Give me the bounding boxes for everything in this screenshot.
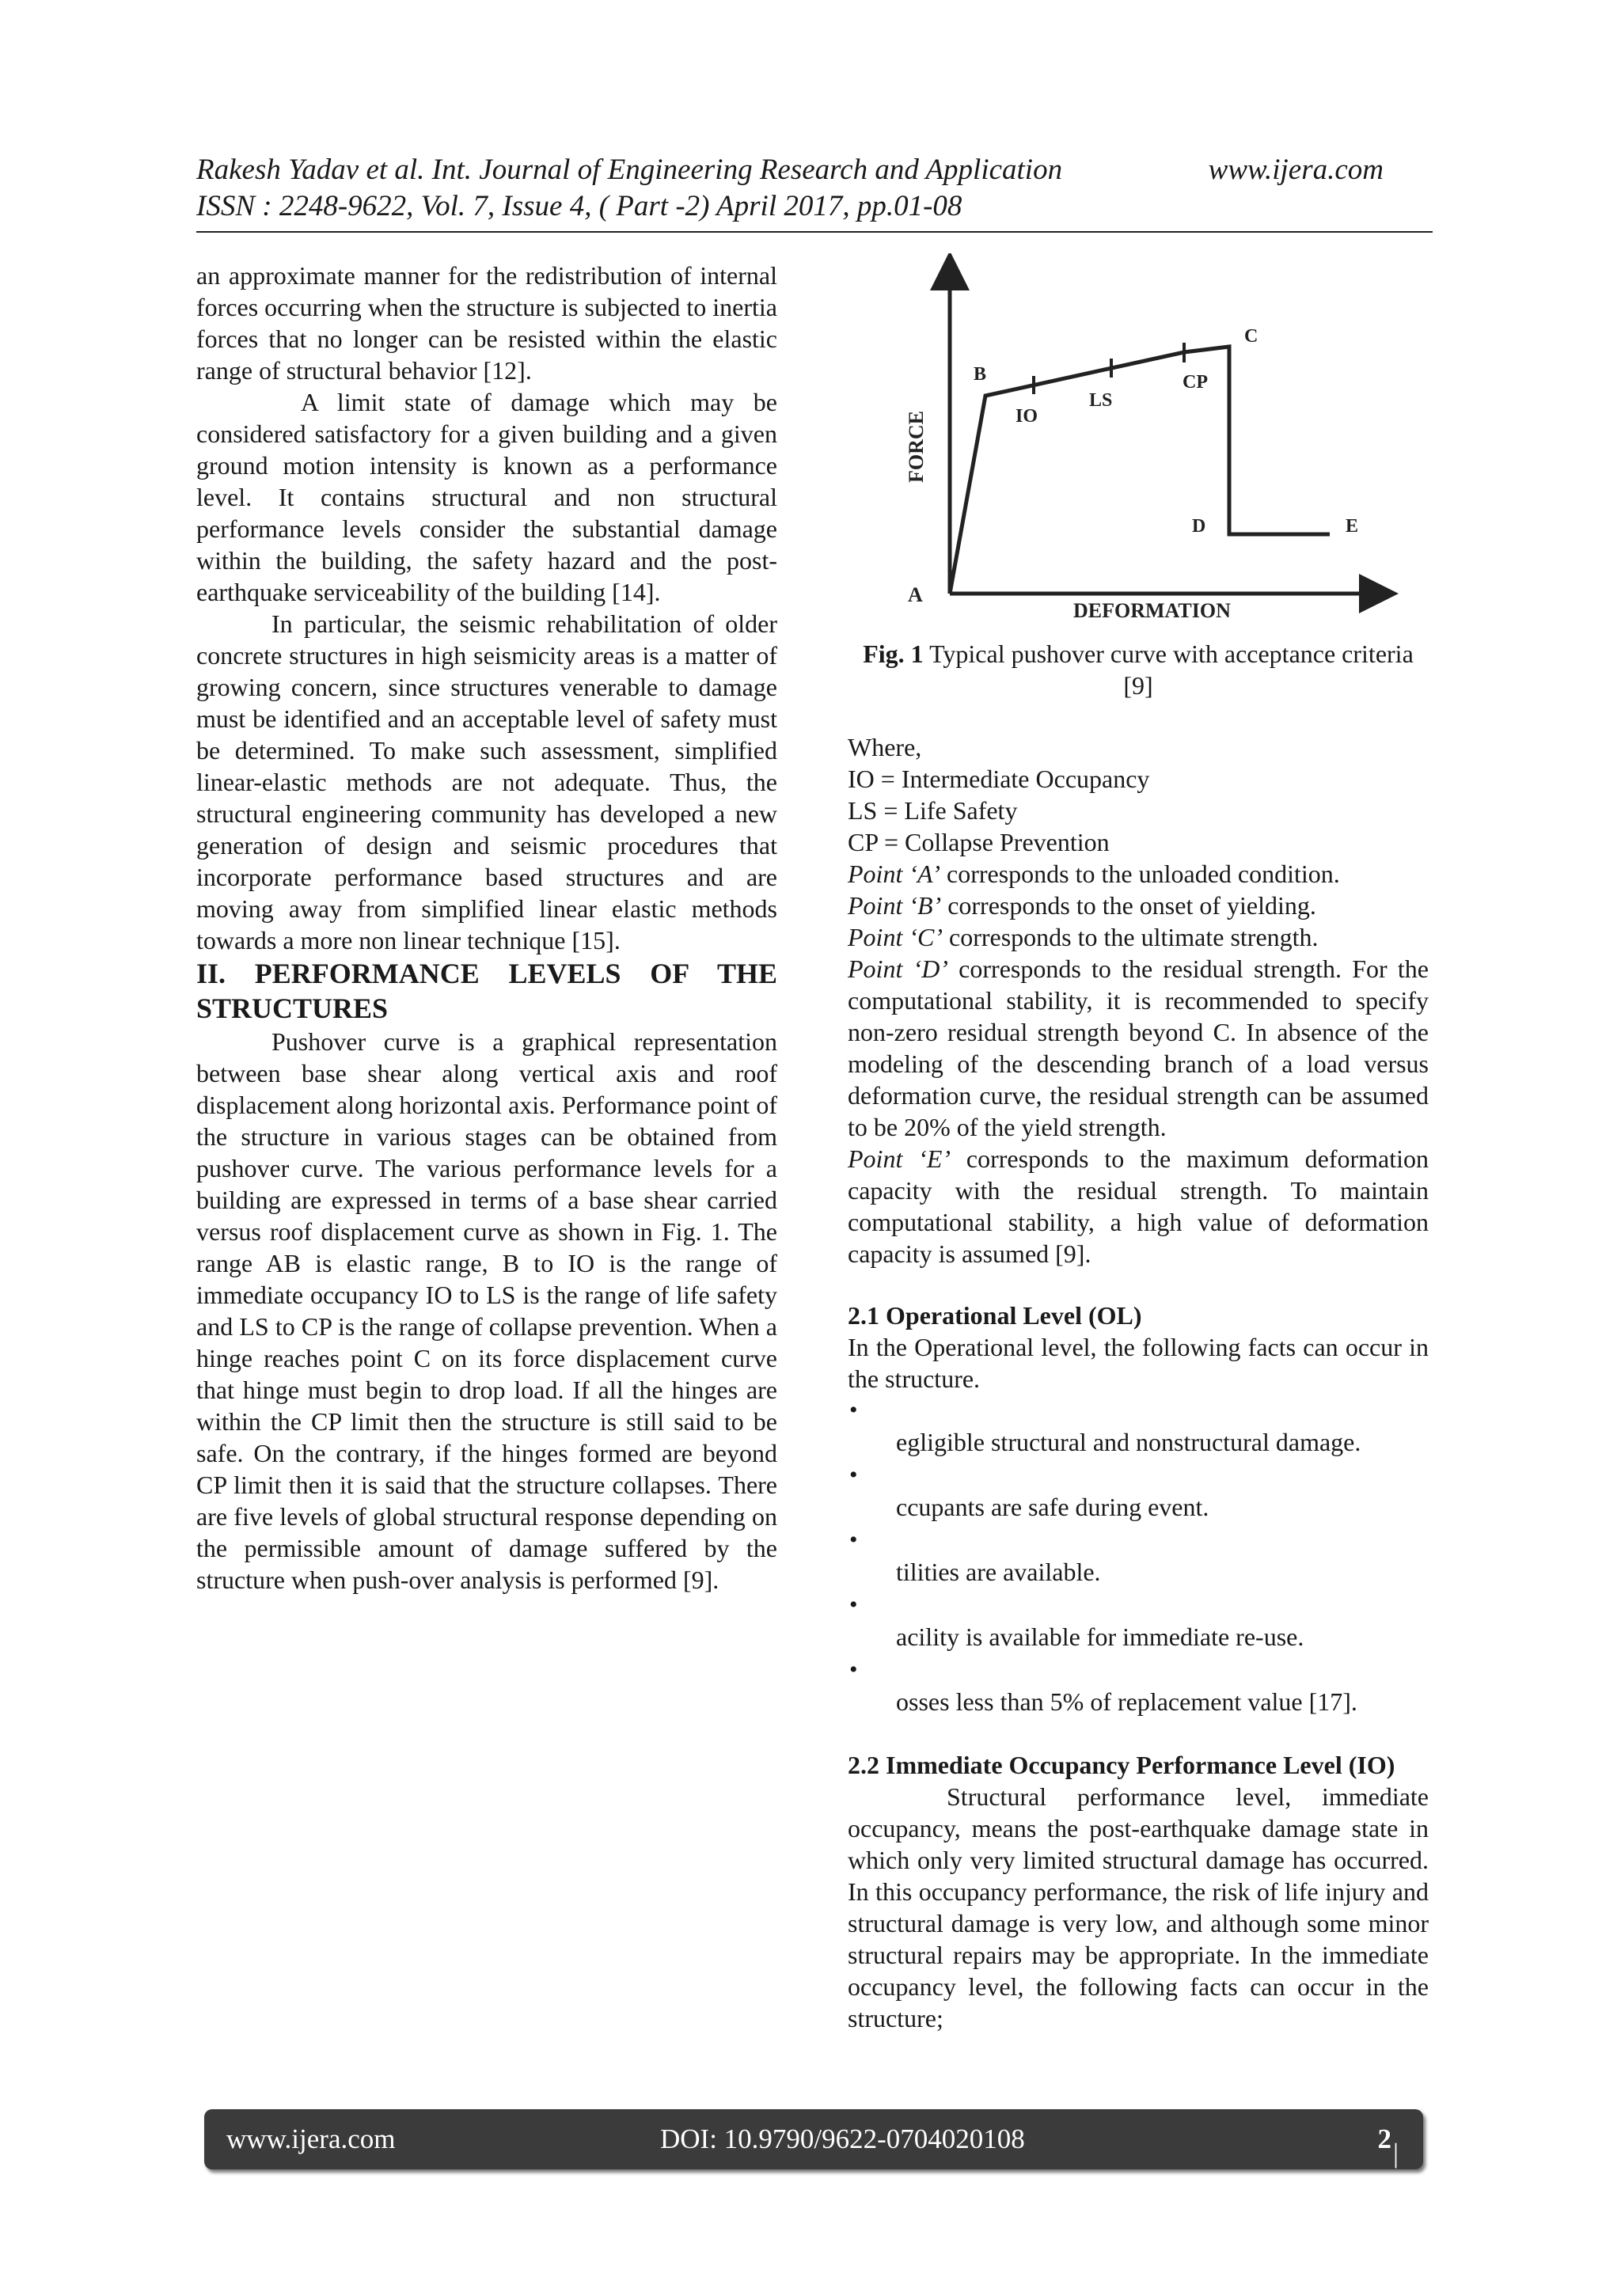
point-e-label: E <box>1346 516 1359 537</box>
page-footer <box>204 2109 1423 2295</box>
figure-caption <box>848 638 1429 701</box>
bullet-icon: • <box>849 1397 858 1423</box>
pushover-curve-diagram <box>886 253 1401 625</box>
where-label: Where, <box>848 733 922 761</box>
bullet-icon: • <box>849 1592 858 1618</box>
definition-cp: CP = Collapse Prevention <box>848 828 1110 856</box>
bullet-text: ccupants are safe during event. <box>896 1493 1209 1521</box>
point-d-label: D <box>1192 516 1206 537</box>
ol-bullet-list <box>848 1395 1429 1719</box>
point-a-label: A <box>908 583 923 606</box>
left-paragraph-2: A limit state of damage which may be considered satisfactory for a given building and a given ground motion intensity is known as a performance level. It contains structural and non structural performance levels consider the substantial damage within the building, the safety hazard and the post-earthquake serviceability of the building [14]. <box>196 388 777 606</box>
point-a-text: corresponds to the unloaded condition. <box>940 860 1340 888</box>
y-axis-label: FORCE <box>905 411 928 483</box>
left-column <box>196 260 777 1596</box>
point-c-term: Point ‘C’ <box>848 923 943 951</box>
cp-label: CP <box>1183 372 1208 393</box>
definition-ls: LS = Life Safety <box>848 796 1018 825</box>
point-b-label: B <box>974 364 987 385</box>
point-b-text: corresponds to the onset of yielding. <box>941 891 1316 920</box>
figure-caption-bold: Fig. 1 <box>863 639 924 668</box>
point-b-term: Point ‘B’ <box>848 891 942 920</box>
x-axis-label: DEFORMATION <box>1073 599 1231 622</box>
ls-label: LS <box>1089 390 1113 411</box>
list-item <box>848 1524 1429 1589</box>
bullet-icon: • <box>849 1462 858 1488</box>
right-column <box>848 731 1429 2034</box>
point-e-term: Point ‘E’ <box>848 1144 951 1173</box>
left-paragraph-1: an approximate manner for the redistribution of internal forces occurring when the structure is subjected to inertia forces that no longer can be resisted within the elastic range of structural behavior [12]. <box>196 261 777 385</box>
left-paragraph-4: Pushover curve is a graphical representation between base shear along vertical axis and roof displacement along horizontal axis. Performance point of the structure in various stages can be obtained from pushover curve. The various performance levels for a building are expressed in terms of a base shear carried versus roof displacement curve as shown in Fig. 1. The range AB is elastic range, B to IO is the range of immediate occupancy IO to LS is the range of life safety and LS to CP is the range of collapse prevention. When a hinge reaches point C on its force displacement curve that hinge must begin to drop load. If all the hinges are within the CP limit then the structure is still said to be safe. On the contrary, if the hinges formed are beyond CP limit then it is said that the structure collapses. There are five levels of global structural response depending on the permissible amount of damage suffered by the structure when push-over analysis is performed [9]. <box>196 1027 777 1594</box>
bullet-icon: • <box>849 1527 858 1553</box>
pushover-curve <box>950 347 1330 594</box>
header-website[interactable]: www.ijera.com <box>1208 154 1384 186</box>
list-item <box>848 1459 1429 1524</box>
footer-page-label: | P a g e <box>1393 2138 1410 2295</box>
bullet-text: tilities are available. <box>896 1558 1101 1586</box>
header-rule <box>196 231 1433 233</box>
point-b-definition <box>848 890 1429 921</box>
subsection-2-1-heading: 2.1 Operational Level (OL) <box>848 1301 1142 1330</box>
footer-doi: DOI: 10.9790/9622-0704020108 <box>660 2123 1025 2154</box>
point-c-definition <box>848 921 1429 953</box>
section-heading: II. PERFORMANCE LEVELS OF THE STRUCTURES <box>196 958 777 1024</box>
footer-page <box>1377 2123 1410 2295</box>
bullet-text: egligible structural and nonstructural damage. <box>896 1428 1361 1456</box>
running-header <box>196 152 1431 225</box>
point-a-definition <box>848 858 1429 890</box>
list-item <box>848 1395 1429 1459</box>
footer-page-number: 2 <box>1377 2123 1393 2154</box>
point-c-label: C <box>1244 326 1258 347</box>
bullet-text: osses less than 5% of replacement value [17]. <box>896 1687 1357 1716</box>
definition-io: IO = Intermediate Occupancy <box>848 765 1150 793</box>
bullet-text: acility is available for immediate re-use. <box>896 1622 1304 1651</box>
header-authors-journal: Rakesh Yadav et al. Int. Journal of Engineering Research and Application <box>196 154 1063 186</box>
point-a-term: Point ‘A’ <box>848 860 940 888</box>
ol-intro: In the Operational level, the following facts can occur in the structure. <box>848 1333 1429 1393</box>
footer-website[interactable]: www.ijera.com <box>226 2123 396 2154</box>
left-paragraph-3: In particular, the seismic rehabilitation of older concrete structures in high seismicity areas is a matter of growing concern, since structures venerable to damage must be identified and an acceptable level of safety must be determined. To make such assessment, simplified linear-elastic methods are not adequate. Thus, the structural engineering community has developed a new generation of design and seismic procedures that incorporate performance based structures and are moving away from simplified linear elastic methods towards a more non linear technique [15]. <box>196 609 777 954</box>
subsection-2-2-heading: 2.2 Immediate Occupancy Performance Level (IO) <box>848 1751 1395 1779</box>
list-item <box>848 1589 1429 1654</box>
io-paragraph: Structural performance level, immediate occupancy, means the post-earthquake damage state in which only very limited structural damage has occurred. In this occupancy performance, the risk of life injury and structural damage is very low, and although some minor structural repairs may be appropriate. In the immediate occupancy level, the following facts can occur in the structure; <box>848 1782 1429 2032</box>
point-d-term: Point ‘D’ <box>848 954 948 983</box>
io-label: IO <box>1015 406 1038 427</box>
list-item <box>848 1654 1429 1719</box>
point-e-text: corresponds to the maximum deformation capacity with the residual strength. To maintain computational stability, a high value of deformation capacity is assumed [9]. <box>848 1144 1429 1268</box>
figure-caption-text: Typical pushover curve with acceptance criteria [9] <box>923 639 1414 700</box>
point-e-definition <box>848 1143 1429 1269</box>
header-issn: ISSN : 2248-9622, Vol. 7, Issue 4, ( Part -2) April 2017, pp.01-08 <box>196 190 962 222</box>
point-d-definition <box>848 953 1429 1143</box>
bullet-icon: • <box>849 1657 858 1683</box>
point-c-text: corresponds to the ultimate strength. <box>942 923 1319 951</box>
point-d-text: corresponds to the residual strength. For the computational stability, it is recommended to specify non-zero residual strength beyond C. In absence of the modeling of the descending branch of a load versus deformation curve, the residual strength can be assumed to be 20% of the yield strength. <box>848 954 1429 1141</box>
pushover-figure <box>886 253 1401 625</box>
